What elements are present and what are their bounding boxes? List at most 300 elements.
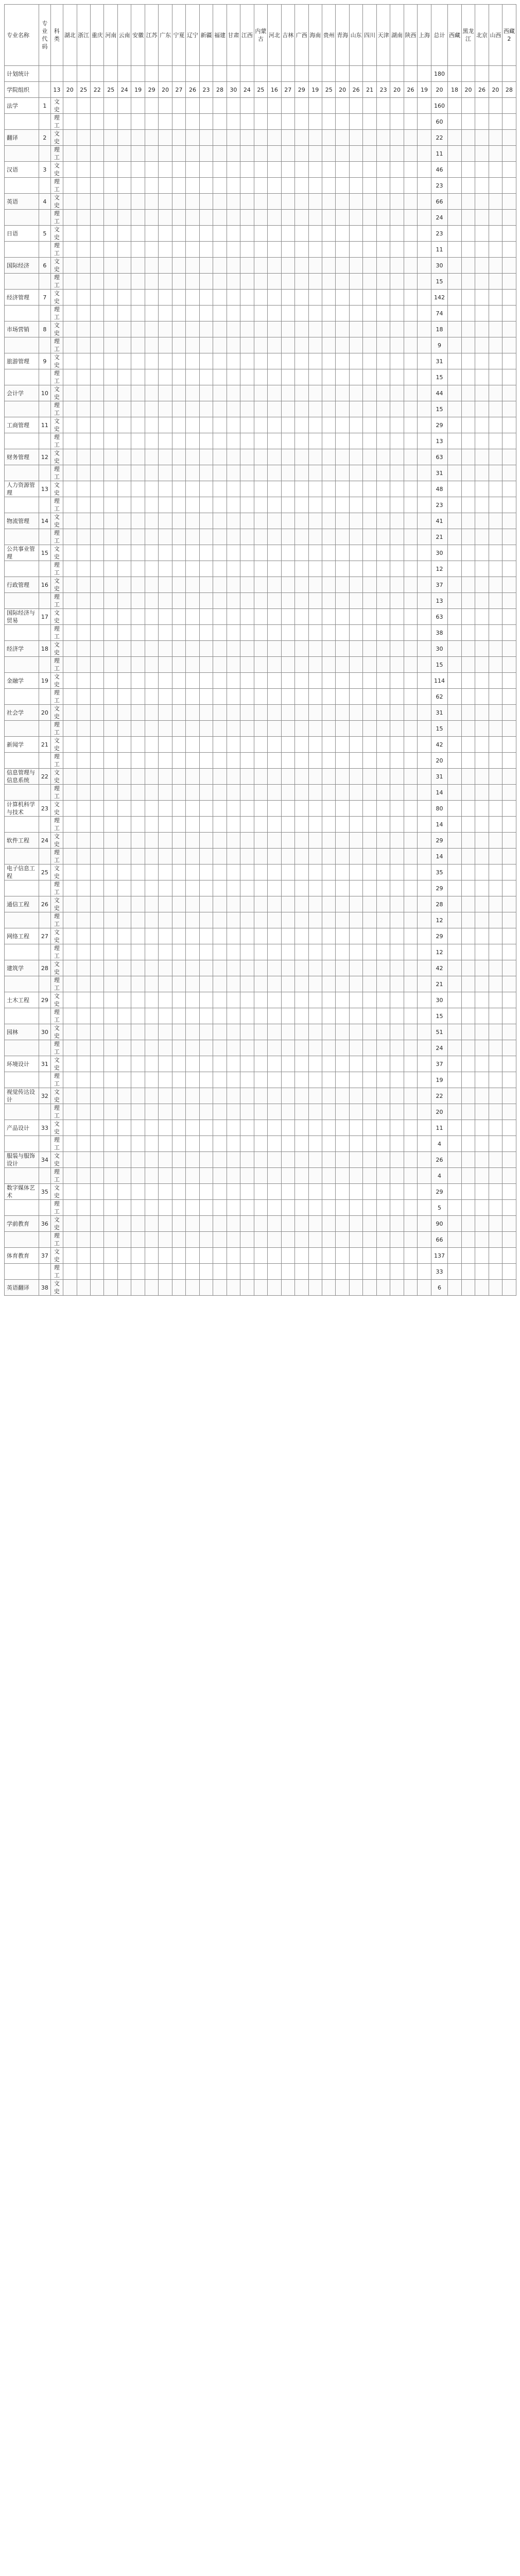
table-row: [5, 545, 516, 561]
plan-cell: [199, 210, 213, 226]
plan-cell: [199, 657, 213, 673]
plan-cell: [227, 465, 240, 481]
table-row: [5, 274, 516, 290]
plan-cell: [308, 976, 322, 992]
plan-cell: [475, 721, 489, 737]
plan-cell: [295, 593, 308, 609]
row-total: 42: [431, 960, 448, 976]
plan-cell: [475, 1152, 489, 1168]
plan-cell: [322, 705, 335, 721]
plan-cell: [281, 1024, 294, 1040]
plan-cell: [227, 417, 240, 433]
plan-cell: [281, 785, 294, 801]
plan-cell: [336, 1136, 349, 1152]
plan-cell: [308, 401, 322, 417]
plan-cell: [281, 865, 294, 880]
plan-cell: [172, 737, 185, 753]
plan-cell: [489, 865, 502, 880]
row-total: 11: [431, 1120, 448, 1136]
plan-cell: [363, 210, 376, 226]
plan-cell: [461, 1280, 475, 1296]
subject-type: 理工: [50, 1200, 63, 1216]
plan-cell: [104, 513, 117, 529]
plan-cell: [240, 705, 254, 721]
plan-cell: [91, 1200, 104, 1216]
plan-cell: [240, 577, 254, 593]
plan-cell: [91, 513, 104, 529]
plan-cell: [159, 274, 172, 290]
plan-cell: [77, 337, 90, 353]
plan-cell: [254, 912, 267, 928]
plan-cell: [475, 194, 489, 210]
plan-cell: [77, 992, 90, 1008]
plan-cell: [448, 817, 461, 833]
plan-cell: [186, 98, 199, 114]
plan-cell: [461, 513, 475, 529]
plan-cell: [390, 417, 404, 433]
plan-cell: [308, 944, 322, 960]
plan-cell: [475, 833, 489, 849]
plan-cell: [159, 1248, 172, 1264]
plan-cell: [363, 226, 376, 242]
plan-cell: [63, 1184, 77, 1200]
plan-cell: [172, 673, 185, 689]
plan-cell: [363, 1136, 376, 1152]
plan-cell: [281, 1216, 294, 1232]
plan-cell: [404, 976, 417, 992]
subject-type: 理工: [50, 1232, 63, 1248]
plan-cell: [461, 705, 475, 721]
plan-cell: [363, 641, 376, 657]
subject-type: 文史: [50, 290, 63, 306]
plan-cell: [240, 130, 254, 146]
plan-cell: [268, 353, 281, 369]
plan-cell: [240, 1120, 254, 1136]
plan-cell: [295, 529, 308, 545]
plan-cell: [227, 1008, 240, 1024]
row-total: 37: [431, 577, 448, 593]
plan-cell: [186, 369, 199, 385]
count-cell: [63, 66, 77, 82]
code-cell: 18: [448, 82, 461, 98]
plan-cell: [461, 593, 475, 609]
plan-cell: [227, 833, 240, 849]
count-cell: [363, 66, 376, 82]
plan-cell: [240, 753, 254, 769]
plan-cell: [172, 817, 185, 833]
plan-cell: [172, 561, 185, 577]
plan-cell: [131, 801, 145, 817]
plan-cell: [131, 114, 145, 130]
plan-cell: [172, 545, 185, 561]
plan-cell: [268, 896, 281, 912]
plan-cell: [145, 817, 158, 833]
major-name: 网络工程: [5, 928, 39, 944]
plan-cell: [404, 385, 417, 401]
plan-cell: [240, 1280, 254, 1296]
plan-cell: [117, 178, 131, 194]
plan-cell: [91, 465, 104, 481]
plan-cell: [404, 1168, 417, 1184]
plan-cell: [489, 337, 502, 353]
plan-cell: [404, 306, 417, 321]
plan-cell: [145, 433, 158, 449]
plan-cell: [77, 944, 90, 960]
plan-cell: [199, 1152, 213, 1168]
plan-cell: [281, 1168, 294, 1184]
plan-cell: [63, 353, 77, 369]
plan-cell: [295, 1280, 308, 1296]
plan-cell: [254, 641, 267, 657]
plan-cell: [104, 1200, 117, 1216]
row-total: 24: [431, 210, 448, 226]
plan-cell: [63, 1120, 77, 1136]
plan-cell: [336, 529, 349, 545]
plan-cell: [363, 1200, 376, 1216]
plan-cell: [404, 849, 417, 865]
plan-cell: [159, 1088, 172, 1104]
plan-cell: [489, 401, 502, 417]
major-name: [5, 657, 39, 673]
plan-cell: [448, 944, 461, 960]
plan-cell: [77, 577, 90, 593]
plan-cell: [448, 625, 461, 641]
plan-cell: [145, 849, 158, 865]
plan-cell: [376, 769, 390, 785]
major-code: [39, 274, 50, 290]
plan-cell: [418, 817, 431, 833]
plan-cell: [63, 401, 77, 417]
plan-cell: [254, 1184, 267, 1200]
plan-cell: [91, 130, 104, 146]
plan-cell: [390, 1248, 404, 1264]
plan-cell: [104, 673, 117, 689]
plan-cell: [186, 1248, 199, 1264]
plan-cell: [448, 1040, 461, 1056]
plan-cell: [349, 1184, 362, 1200]
plan-cell: [390, 353, 404, 369]
plan-cell: [502, 1168, 516, 1184]
plan-cell: [322, 992, 335, 1008]
plan-cell: [376, 1248, 390, 1264]
major-name: [5, 561, 39, 577]
plan-cell: [240, 865, 254, 880]
plan-cell: [227, 242, 240, 258]
plan-cell: [117, 226, 131, 242]
plan-cell: [390, 753, 404, 769]
plan-cell: [475, 529, 489, 545]
plan-cell: [448, 912, 461, 928]
plan-cell: [117, 817, 131, 833]
plan-cell: [227, 705, 240, 721]
table-row: [5, 769, 516, 785]
plan-cell: [404, 1264, 417, 1280]
plan-cell: [145, 1104, 158, 1120]
plan-cell: [390, 801, 404, 817]
subject-type: 理工: [50, 912, 63, 928]
plan-cell: [268, 928, 281, 944]
major-code: 19: [39, 673, 50, 689]
plan-cell: [159, 673, 172, 689]
plan-cell: [91, 705, 104, 721]
plan-cell: [336, 753, 349, 769]
table-row: [5, 609, 516, 625]
plan-cell: [145, 1168, 158, 1184]
row-total: 160: [431, 98, 448, 114]
plan-cell: [418, 481, 431, 497]
plan-cell: [254, 513, 267, 529]
plan-cell: [475, 274, 489, 290]
row-total: 11: [431, 146, 448, 162]
plan-cell: [268, 833, 281, 849]
plan-cell: [281, 401, 294, 417]
plan-cell: [199, 833, 213, 849]
plan-cell: [104, 625, 117, 641]
plan-cell: [390, 162, 404, 178]
plan-cell: [131, 306, 145, 321]
plan-cell: [77, 976, 90, 992]
plan-cell: [145, 465, 158, 481]
plan-cell: [349, 385, 362, 401]
major-code: 3: [39, 162, 50, 178]
plan-cell: [77, 1088, 90, 1104]
plan-cell: [418, 465, 431, 481]
plan-cell: [502, 242, 516, 258]
major-code: 38: [39, 1280, 50, 1296]
plan-cell: [336, 769, 349, 785]
row-total: 15: [431, 401, 448, 417]
row-total: 137: [431, 1248, 448, 1264]
plan-cell: [448, 497, 461, 513]
major-code: 35: [39, 1184, 50, 1200]
plan-cell: [117, 1008, 131, 1024]
plan-cell: [322, 337, 335, 353]
plan-cell: [172, 1168, 185, 1184]
plan-cell: [104, 178, 117, 194]
plan-cell: [254, 449, 267, 465]
column-header: 科类: [50, 5, 63, 66]
plan-cell: [349, 689, 362, 705]
plan-cell: [268, 1040, 281, 1056]
plan-cell: [295, 896, 308, 912]
plan-cell: [281, 1200, 294, 1216]
plan-cell: [117, 641, 131, 657]
plan-cell: [240, 1184, 254, 1200]
plan-cell: [63, 465, 77, 481]
plan-cell: [461, 433, 475, 449]
plan-cell: [91, 944, 104, 960]
plan-cell: [145, 928, 158, 944]
plan-cell: [227, 226, 240, 242]
plan-cell: [308, 1104, 322, 1120]
plan-cell: [336, 465, 349, 481]
plan-cell: [186, 1184, 199, 1200]
subject-type: 理工: [50, 1072, 63, 1088]
plan-cell: [254, 928, 267, 944]
plan-cell: [448, 306, 461, 321]
plan-cell: [363, 1152, 376, 1168]
major-name: 行政管理: [5, 577, 39, 593]
plan-cell: [131, 641, 145, 657]
table-row: [5, 561, 516, 577]
subject-type: 理工: [50, 944, 63, 960]
plan-cell: [104, 960, 117, 976]
major-name: [5, 369, 39, 385]
plan-cell: [131, 529, 145, 545]
table-row: [5, 689, 516, 705]
plan-cell: [295, 657, 308, 673]
plan-cell: [213, 258, 227, 274]
plan-cell: [227, 545, 240, 561]
plan-cell: [502, 1088, 516, 1104]
plan-cell: [131, 545, 145, 561]
plan-cell: [349, 577, 362, 593]
plan-cell: [461, 737, 475, 753]
plan-cell: [489, 258, 502, 274]
plan-cell: [376, 449, 390, 465]
plan-cell: [502, 114, 516, 130]
plan-cell: [461, 1152, 475, 1168]
plan-cell: [376, 673, 390, 689]
plan-cell: [172, 849, 185, 865]
plan-cell: [475, 593, 489, 609]
plan-cell: [199, 1264, 213, 1280]
code-cell: 25: [322, 82, 335, 98]
plan-cell: [448, 1056, 461, 1072]
plan-cell: [77, 1040, 90, 1056]
plan-cell: [376, 785, 390, 801]
plan-cell: [227, 1072, 240, 1088]
table-row: [5, 1248, 516, 1264]
column-header: 陕西: [404, 5, 417, 66]
subject-type: 文史: [50, 226, 63, 242]
plan-cell: [349, 960, 362, 976]
plan-cell: [186, 130, 199, 146]
plan-cell: [268, 673, 281, 689]
plan-cell: [63, 801, 77, 817]
plan-cell: [281, 721, 294, 737]
plan-cell: [322, 130, 335, 146]
plan-cell: [308, 1200, 322, 1216]
plan-cell: [295, 960, 308, 976]
plan-cell: [363, 944, 376, 960]
row-total: 11: [431, 242, 448, 258]
plan-cell: [489, 817, 502, 833]
plan-cell: [461, 721, 475, 737]
plan-cell: [461, 673, 475, 689]
plan-cell: [227, 1184, 240, 1200]
plan-cell: [240, 1264, 254, 1280]
plan-cell: [117, 593, 131, 609]
table-row: [5, 513, 516, 529]
plan-cell: [268, 274, 281, 290]
plan-cell: [254, 721, 267, 737]
plan-cell: [77, 1056, 90, 1072]
plan-cell: [240, 337, 254, 353]
plan-cell: [254, 1248, 267, 1264]
plan-cell: [213, 545, 227, 561]
plan-cell: [172, 242, 185, 258]
plan-cell: [404, 529, 417, 545]
plan-cell: [240, 976, 254, 992]
subject-type: 文史: [50, 769, 63, 785]
plan-cell: [376, 465, 390, 481]
plan-cell: [349, 561, 362, 577]
plan-cell: [390, 178, 404, 194]
subject-type: 文史: [50, 481, 63, 497]
plan-cell: [308, 114, 322, 130]
plan-cell: [131, 593, 145, 609]
plan-cell: [336, 401, 349, 417]
plan-cell: [349, 449, 362, 465]
count-cell: [50, 66, 63, 82]
plan-cell: [77, 306, 90, 321]
plan-cell: [91, 737, 104, 753]
plan-cell: [308, 449, 322, 465]
plan-cell: [308, 1184, 322, 1200]
plan-cell: [404, 274, 417, 290]
major-name: [5, 210, 39, 226]
plan-cell: [172, 689, 185, 705]
plan-cell: [63, 817, 77, 833]
plan-cell: [77, 529, 90, 545]
plan-cell: [448, 481, 461, 497]
plan-cell: [172, 210, 185, 226]
plan-cell: [159, 976, 172, 992]
plan-cell: [104, 976, 117, 992]
major-name: [5, 880, 39, 896]
plan-cell: [254, 178, 267, 194]
plan-cell: [268, 849, 281, 865]
row-total: 31: [431, 769, 448, 785]
plan-cell: [336, 321, 349, 337]
plan-cell: [268, 1232, 281, 1248]
plan-cell: [159, 1072, 172, 1088]
plan-cell: [295, 976, 308, 992]
plan-cell: [336, 449, 349, 465]
plan-cell: [376, 912, 390, 928]
plan-cell: [227, 785, 240, 801]
plan-cell: [404, 865, 417, 880]
column-header: 广西: [295, 5, 308, 66]
plan-cell: [254, 896, 267, 912]
plan-cell: [91, 976, 104, 992]
plan-cell: [91, 593, 104, 609]
plan-cell: [322, 912, 335, 928]
plan-cell: [117, 210, 131, 226]
plan-cell: [404, 1120, 417, 1136]
plan-cell: [308, 1264, 322, 1280]
plan-cell: [502, 657, 516, 673]
plan-cell: [363, 880, 376, 896]
plan-cell: [104, 194, 117, 210]
plan-cell: [363, 513, 376, 529]
plan-cell: [213, 513, 227, 529]
major-code: 17: [39, 609, 50, 625]
plan-cell: [475, 545, 489, 561]
plan-cell: [172, 1280, 185, 1296]
plan-cell: [418, 561, 431, 577]
plan-cell: [376, 849, 390, 865]
plan-cell: [145, 992, 158, 1008]
plan-cell: [63, 880, 77, 896]
plan-cell: [104, 529, 117, 545]
plan-cell: [268, 321, 281, 337]
plan-cell: [91, 242, 104, 258]
plan-cell: [117, 785, 131, 801]
plan-cell: [376, 896, 390, 912]
plan-cell: [268, 976, 281, 992]
